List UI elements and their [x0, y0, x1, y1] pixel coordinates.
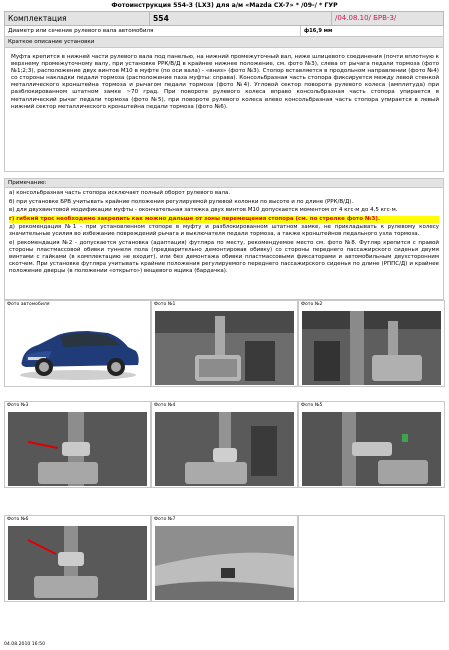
photo-cell-5	[298, 401, 445, 488]
note-f: е) рекомендация №2 - допускается установка (адаптация) футляра по месту, рекомендуемое место см. фото №8. Футляр крепится с правой стороны пластмассовой обивки туннеля пола (предварительно демонтировав обивку) со стороны переднего пассажирского сиденья двумя винтами с гайками (в комплектацию не входит), или без демонтажа обивки пластмассовыми фиксаторами и автомобильным двухсторонним скотчем. При установке футляра учитывать крайние положения регулируемого переднего пассажирского сиденья по длине (РППС/Д) и крайнее положение дверцы (в положении «открыто») вещевого ящика (бардачка).	[9, 239, 439, 274]
steering-photo-icon	[155, 412, 294, 486]
description-text: Муфта крепится в нижней части рулевого вала под панелью, на нижний промежуточный вал, ниже шлицевого соединения (почти вплотную к верхнему промежуточному валу, при установке РРК/В/Д в крайнее нижнее положение, см. фото №3), слева от рычага педали тормоза (фото №1;2;3), расположение двух винтов М10 в муфте (по оси вала) - «вниз» (фото №3). Стопор вставляется в продольном направлении (фото №4) со стороны накладки педали тормоза (расположение паза муфты: справа). Консольбразная часть стопора фиксируется между левой стенкой металлического кронштейна тормоза и рычагом педали тормоза (фото №4). Угловой сектор поворота рулевого колеса (амплитуда) при разблокированном штатном замке ~70 град. При повороте рулевого колеса вправо консольбразная часть стопора упирается в металлический рычаг педали тормоза (фото №5), при повороте рулевого колеса влево консольбразная часть стопора упирается в левый нижний сектор металлического кронштейна педали тормоза (фото №6).	[4, 48, 444, 172]
steering-photo-icon	[155, 311, 294, 385]
document-title: Фотоинструкция 554-3 (LX3) для а/м «Mazda CX-7» * /09-/ * ГУР	[111, 2, 338, 9]
photo-caption: Фото №2	[301, 302, 323, 307]
car-photo-icon	[8, 311, 147, 385]
note-b: б) при установке БРВ учитывать крайние положения регулируемой рулевой колонки по высоте и по длине (РРК/В/Д).	[9, 198, 354, 205]
notes-label: Примечание:	[4, 178, 444, 188]
notes-block	[4, 188, 444, 300]
photo-caption: Фото №4	[154, 403, 176, 408]
photo-caption: Фото №7	[154, 517, 176, 522]
header-number: 554	[150, 12, 332, 25]
header-row	[4, 11, 444, 26]
note-d-highlight: г) гибкий трос необходимо закрепить как можно дальше от зоны перемещения стопора (см. по стрелке фото №3).	[9, 216, 439, 223]
photo-caption: Фото №3	[7, 403, 29, 408]
diameter-row	[4, 26, 444, 37]
steering-photo-icon	[302, 412, 441, 486]
photo-cell-1	[151, 300, 298, 387]
photo-caption: Фото №5	[301, 403, 323, 408]
steering-photo-icon	[302, 311, 441, 385]
photo-cell-2	[298, 300, 445, 387]
photo-cell-empty	[298, 515, 445, 602]
photo-caption: Фото №6	[7, 517, 29, 522]
photo-caption: Фото №1	[154, 302, 176, 307]
photo-caption: Фото автомобиля	[7, 302, 50, 307]
header-date-code: /04.08.10/ БРВ-3/	[335, 14, 397, 22]
photo-cell-7	[151, 515, 298, 602]
photo-cell-4	[151, 401, 298, 488]
note-a: а) консольбразная часть стопора исключает полный оборот рулевого вала.	[9, 190, 231, 196]
diameter-label: Диаметр или сечение рулевого вала автомобиля	[5, 26, 301, 36]
note-c: в) для двухвинтовой модификации муфты - окончательная затяжка двух винтов М10 допускается моментом от 4 кгс·м до 4,5 кгс·м.	[9, 207, 398, 213]
photo-cell-6	[4, 515, 151, 602]
header-label: Комплектация	[5, 12, 150, 25]
description-label: Краткое описание установки	[4, 37, 444, 48]
note-e: д) рекомендация №1 - при установленном стопоре в муфту и разблокированном штатном замке, не прикладывать к рулевому колесу значительные усилия во избежание повреждений рычага и выключателя педали тормоза, а также кронштейнов педального узла тормоза.	[9, 224, 439, 237]
photo-cell-3	[4, 401, 151, 488]
diameter-value: ф16,9 мм	[304, 28, 333, 34]
footer-timestamp: 04.08.2010 16:50	[4, 642, 46, 647]
steering-photo-icon	[8, 412, 147, 486]
photo-cell-car	[4, 300, 151, 387]
floor-photo-icon	[155, 526, 294, 600]
steering-photo-icon	[8, 526, 147, 600]
